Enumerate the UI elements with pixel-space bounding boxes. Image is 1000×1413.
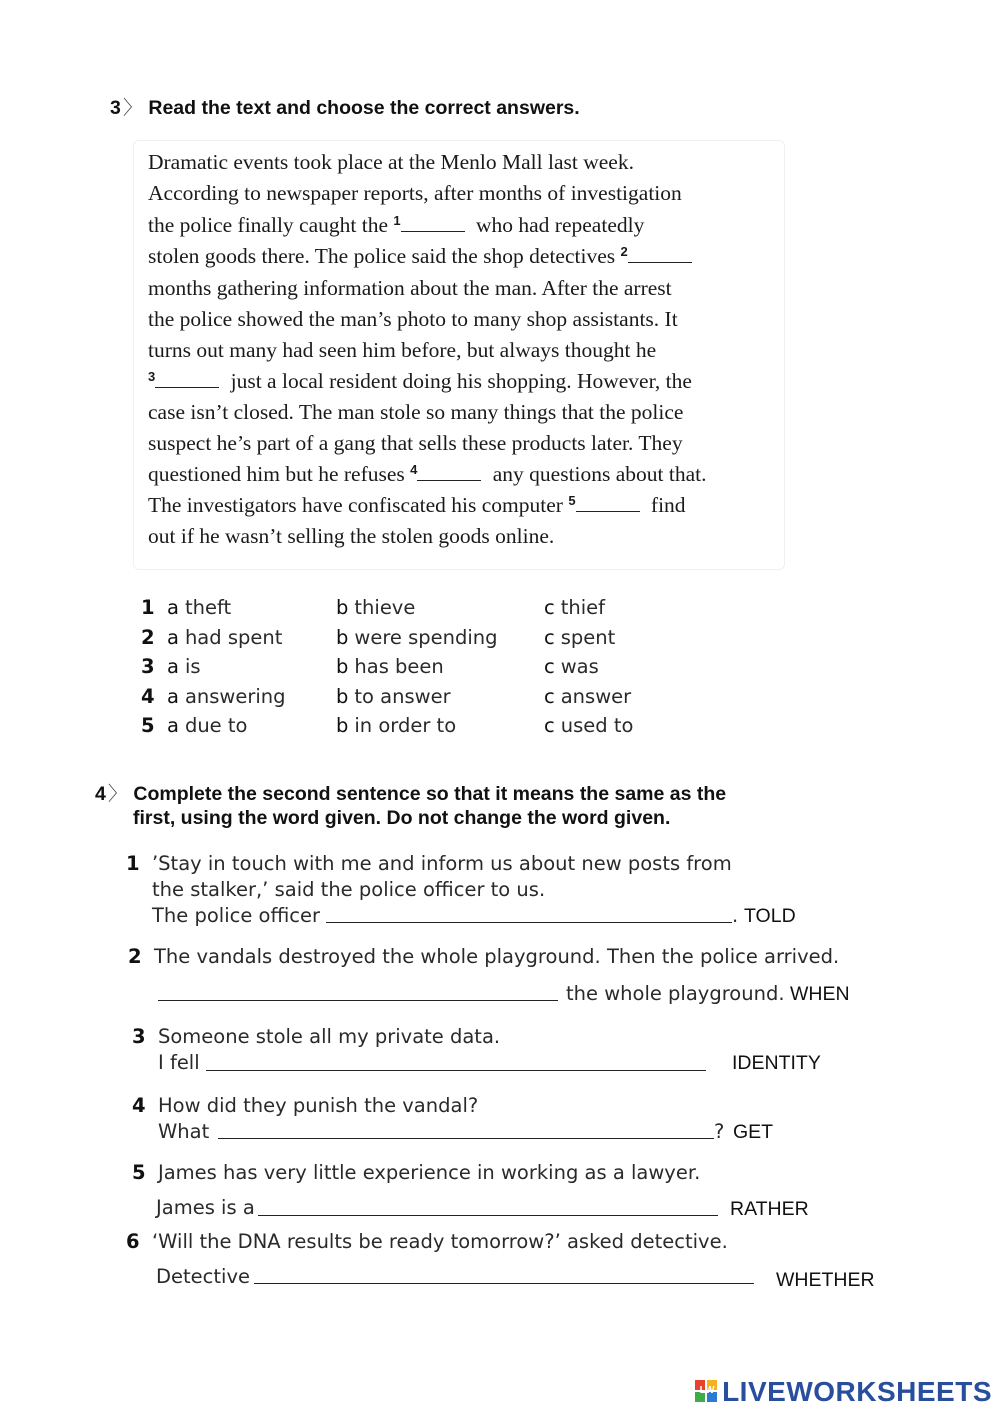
section-4-heading xyxy=(95,778,726,806)
option-letter: b xyxy=(336,714,349,737)
item-number: 5 xyxy=(132,1161,146,1184)
item-5 xyxy=(132,1161,700,1184)
option-b[interactable] xyxy=(336,685,451,708)
gap-number: 4 xyxy=(410,462,418,477)
option-letter: b xyxy=(336,685,349,708)
option-letter: b xyxy=(336,655,349,678)
option-a[interactable] xyxy=(141,596,231,619)
option-b[interactable] xyxy=(336,626,498,649)
option-text: answering xyxy=(184,685,286,708)
option-b[interactable] xyxy=(336,596,415,619)
option-a[interactable] xyxy=(141,685,286,708)
section-3-heading xyxy=(110,92,580,120)
text-line xyxy=(148,244,698,269)
text-segment: find xyxy=(645,493,686,517)
item-1 xyxy=(126,852,732,875)
item-sentence: The vandals destroyed the whole playground. Then the police arrived. xyxy=(153,945,840,968)
keyword-told: TOLD xyxy=(744,905,796,927)
option-c[interactable] xyxy=(544,655,599,678)
option-letter: a xyxy=(166,596,179,619)
section-4-title-line2: first, using the word given. Do not change the word given. xyxy=(133,807,671,829)
gap-blank[interactable] xyxy=(155,373,219,388)
item-2 xyxy=(128,945,839,968)
option-text: is xyxy=(184,655,201,678)
option-letter: c xyxy=(544,714,555,737)
option-a[interactable] xyxy=(141,626,282,649)
text-line xyxy=(148,181,682,206)
option-text: has been xyxy=(354,655,444,678)
gap-blank[interactable] xyxy=(576,497,640,512)
item-2-after: the whole playground. xyxy=(566,982,785,1005)
text-line xyxy=(148,400,683,425)
text-line xyxy=(148,276,672,301)
item-sentence: ’Stay in touch with me and inform us about new posts from xyxy=(151,852,732,875)
item-1-line2: the stalker,’ said the police officer to us. xyxy=(152,878,546,901)
item-sentence: How did they punish the vandal? xyxy=(157,1094,479,1117)
chevron-icon: 〉 xyxy=(107,783,128,805)
option-text: spent xyxy=(560,626,616,649)
option-b[interactable] xyxy=(336,714,456,737)
item-4-end: ? xyxy=(714,1120,725,1143)
gap-number: 5 xyxy=(568,493,576,508)
text-line xyxy=(148,150,634,175)
section-4-title-line1: Complete the second sentence so that it means the same as the xyxy=(133,783,727,805)
option-a[interactable] xyxy=(141,655,201,678)
option-text: theft xyxy=(184,596,232,619)
option-letter: c xyxy=(544,655,555,678)
text-segment: The investigators have confiscated his computer xyxy=(148,493,569,517)
option-c[interactable] xyxy=(544,685,631,708)
option-text: in order to xyxy=(354,714,457,737)
gap-number: 1 xyxy=(393,213,401,228)
section-4-number: 4 xyxy=(95,783,106,805)
item-4-prompt: What xyxy=(158,1120,210,1143)
text-line xyxy=(148,213,644,238)
logo-icon-letters: LW xyxy=(699,1385,715,1396)
text-segment: case isn’t closed. The man stole so many things that the police xyxy=(148,400,684,424)
option-text: thief xyxy=(560,596,606,619)
section-3-number: 3 xyxy=(110,97,121,119)
logo-icon xyxy=(695,1380,719,1404)
text-segment: who had repeatedly xyxy=(470,213,645,237)
item-4 xyxy=(132,1094,478,1117)
item-3 xyxy=(132,1025,500,1048)
answer-line-4[interactable] xyxy=(218,1138,714,1139)
option-number: 2 xyxy=(141,626,155,649)
item-1-prompt: The police officer xyxy=(152,904,321,927)
item-number: 2 xyxy=(128,945,142,968)
text-segment: the police showed the man’s photo to many shop assistants. It xyxy=(148,307,678,331)
option-text: thieve xyxy=(354,596,416,619)
gap-blank[interactable] xyxy=(401,217,465,232)
option-text: had spent xyxy=(184,626,283,649)
option-text: due to xyxy=(184,714,248,737)
gap-number: 2 xyxy=(620,244,628,259)
option-letter: a xyxy=(166,655,179,678)
option-letter: a xyxy=(166,626,179,649)
option-letter: c xyxy=(544,596,555,619)
item-sentence: Someone stole all my private data. xyxy=(157,1025,501,1048)
option-c[interactable] xyxy=(544,596,605,619)
text-segment: the police finally caught the xyxy=(148,213,394,237)
item-6 xyxy=(126,1230,728,1253)
text-segment: stolen goods there. The police said the shop detectives xyxy=(148,244,621,268)
keyword-whether: WHETHER xyxy=(776,1269,875,1291)
item-number: 6 xyxy=(126,1230,140,1253)
keyword-get: GET xyxy=(733,1121,774,1143)
option-number: 1 xyxy=(141,596,155,619)
item-number: 3 xyxy=(132,1025,146,1048)
text-line xyxy=(148,493,686,518)
item-3-prompt: I fell xyxy=(158,1051,200,1074)
option-text: answer xyxy=(560,685,632,708)
text-segment: months gathering information about the man. After the arrest xyxy=(148,276,672,300)
text-line xyxy=(148,462,707,487)
option-text: to answer xyxy=(354,685,451,708)
text-line xyxy=(148,524,554,549)
answer-line-6[interactable] xyxy=(254,1283,754,1284)
keyword-when: WHEN xyxy=(790,983,850,1005)
option-letter: b xyxy=(336,596,349,619)
item-sentence: ‘Will the DNA results be ready tomorrow?’ asked detective. xyxy=(151,1230,728,1253)
text-segment: just a local resident doing his shopping. However, the xyxy=(225,369,692,393)
option-letter: c xyxy=(544,685,555,708)
text-line xyxy=(148,338,656,363)
option-text: was xyxy=(560,655,599,678)
text-segment: According to newspaper reports, after months of investigation xyxy=(148,181,682,205)
answer-line-5[interactable] xyxy=(258,1215,718,1216)
item-number: 4 xyxy=(132,1094,146,1117)
answer-line-1[interactable] xyxy=(326,922,732,923)
option-letter: a xyxy=(166,685,179,708)
liveworksheets-logo[interactable] xyxy=(695,1376,992,1408)
text-segment: Dramatic events took place at the Menlo Mall last week. xyxy=(148,150,634,174)
gap-blank[interactable] xyxy=(628,248,692,263)
answer-line-2[interactable] xyxy=(158,1000,558,1001)
option-number: 4 xyxy=(141,685,155,708)
text-line xyxy=(148,369,692,394)
answer-line-3[interactable] xyxy=(206,1070,706,1071)
option-text: were spending xyxy=(354,626,498,649)
item-5-prompt: James is a xyxy=(156,1196,255,1219)
option-number: 5 xyxy=(141,714,155,737)
section-3-title: Read the text and choose the correct answers. xyxy=(148,97,580,119)
option-b[interactable] xyxy=(336,655,444,678)
gap-blank[interactable] xyxy=(417,466,481,481)
option-c[interactable] xyxy=(544,714,633,737)
item-sentence: James has very little experience in working as a lawyer. xyxy=(157,1161,701,1184)
text-line xyxy=(148,431,683,456)
option-c[interactable] xyxy=(544,626,615,649)
text-segment: suspect he’s part of a gang that sells these products later. They xyxy=(148,431,683,455)
text-segment: out if he wasn’t selling the stolen goods online. xyxy=(148,524,555,548)
text-segment: turns out many had seen him before, but always thought he xyxy=(148,338,657,362)
option-number: 3 xyxy=(141,655,155,678)
item-6-prompt: Detective xyxy=(156,1265,250,1288)
item-number: 1 xyxy=(126,852,140,875)
keyword-identity: IDENTITY xyxy=(732,1052,821,1074)
text-segment: any questions about that. xyxy=(487,462,707,486)
option-letter: a xyxy=(166,714,179,737)
text-line xyxy=(148,307,678,332)
text-segment: questioned him but he refuses xyxy=(148,462,411,486)
chevron-icon: 〉 xyxy=(122,97,143,119)
logo-text: LIVEWORKSHEETS xyxy=(722,1376,992,1407)
gap-number: 3 xyxy=(148,369,156,384)
option-letter: c xyxy=(544,626,555,649)
option-letter: b xyxy=(336,626,349,649)
keyword-rather: RATHER xyxy=(730,1198,809,1220)
option-a[interactable] xyxy=(141,714,247,737)
item-1-end: . xyxy=(732,904,739,927)
option-text: used to xyxy=(560,714,634,737)
